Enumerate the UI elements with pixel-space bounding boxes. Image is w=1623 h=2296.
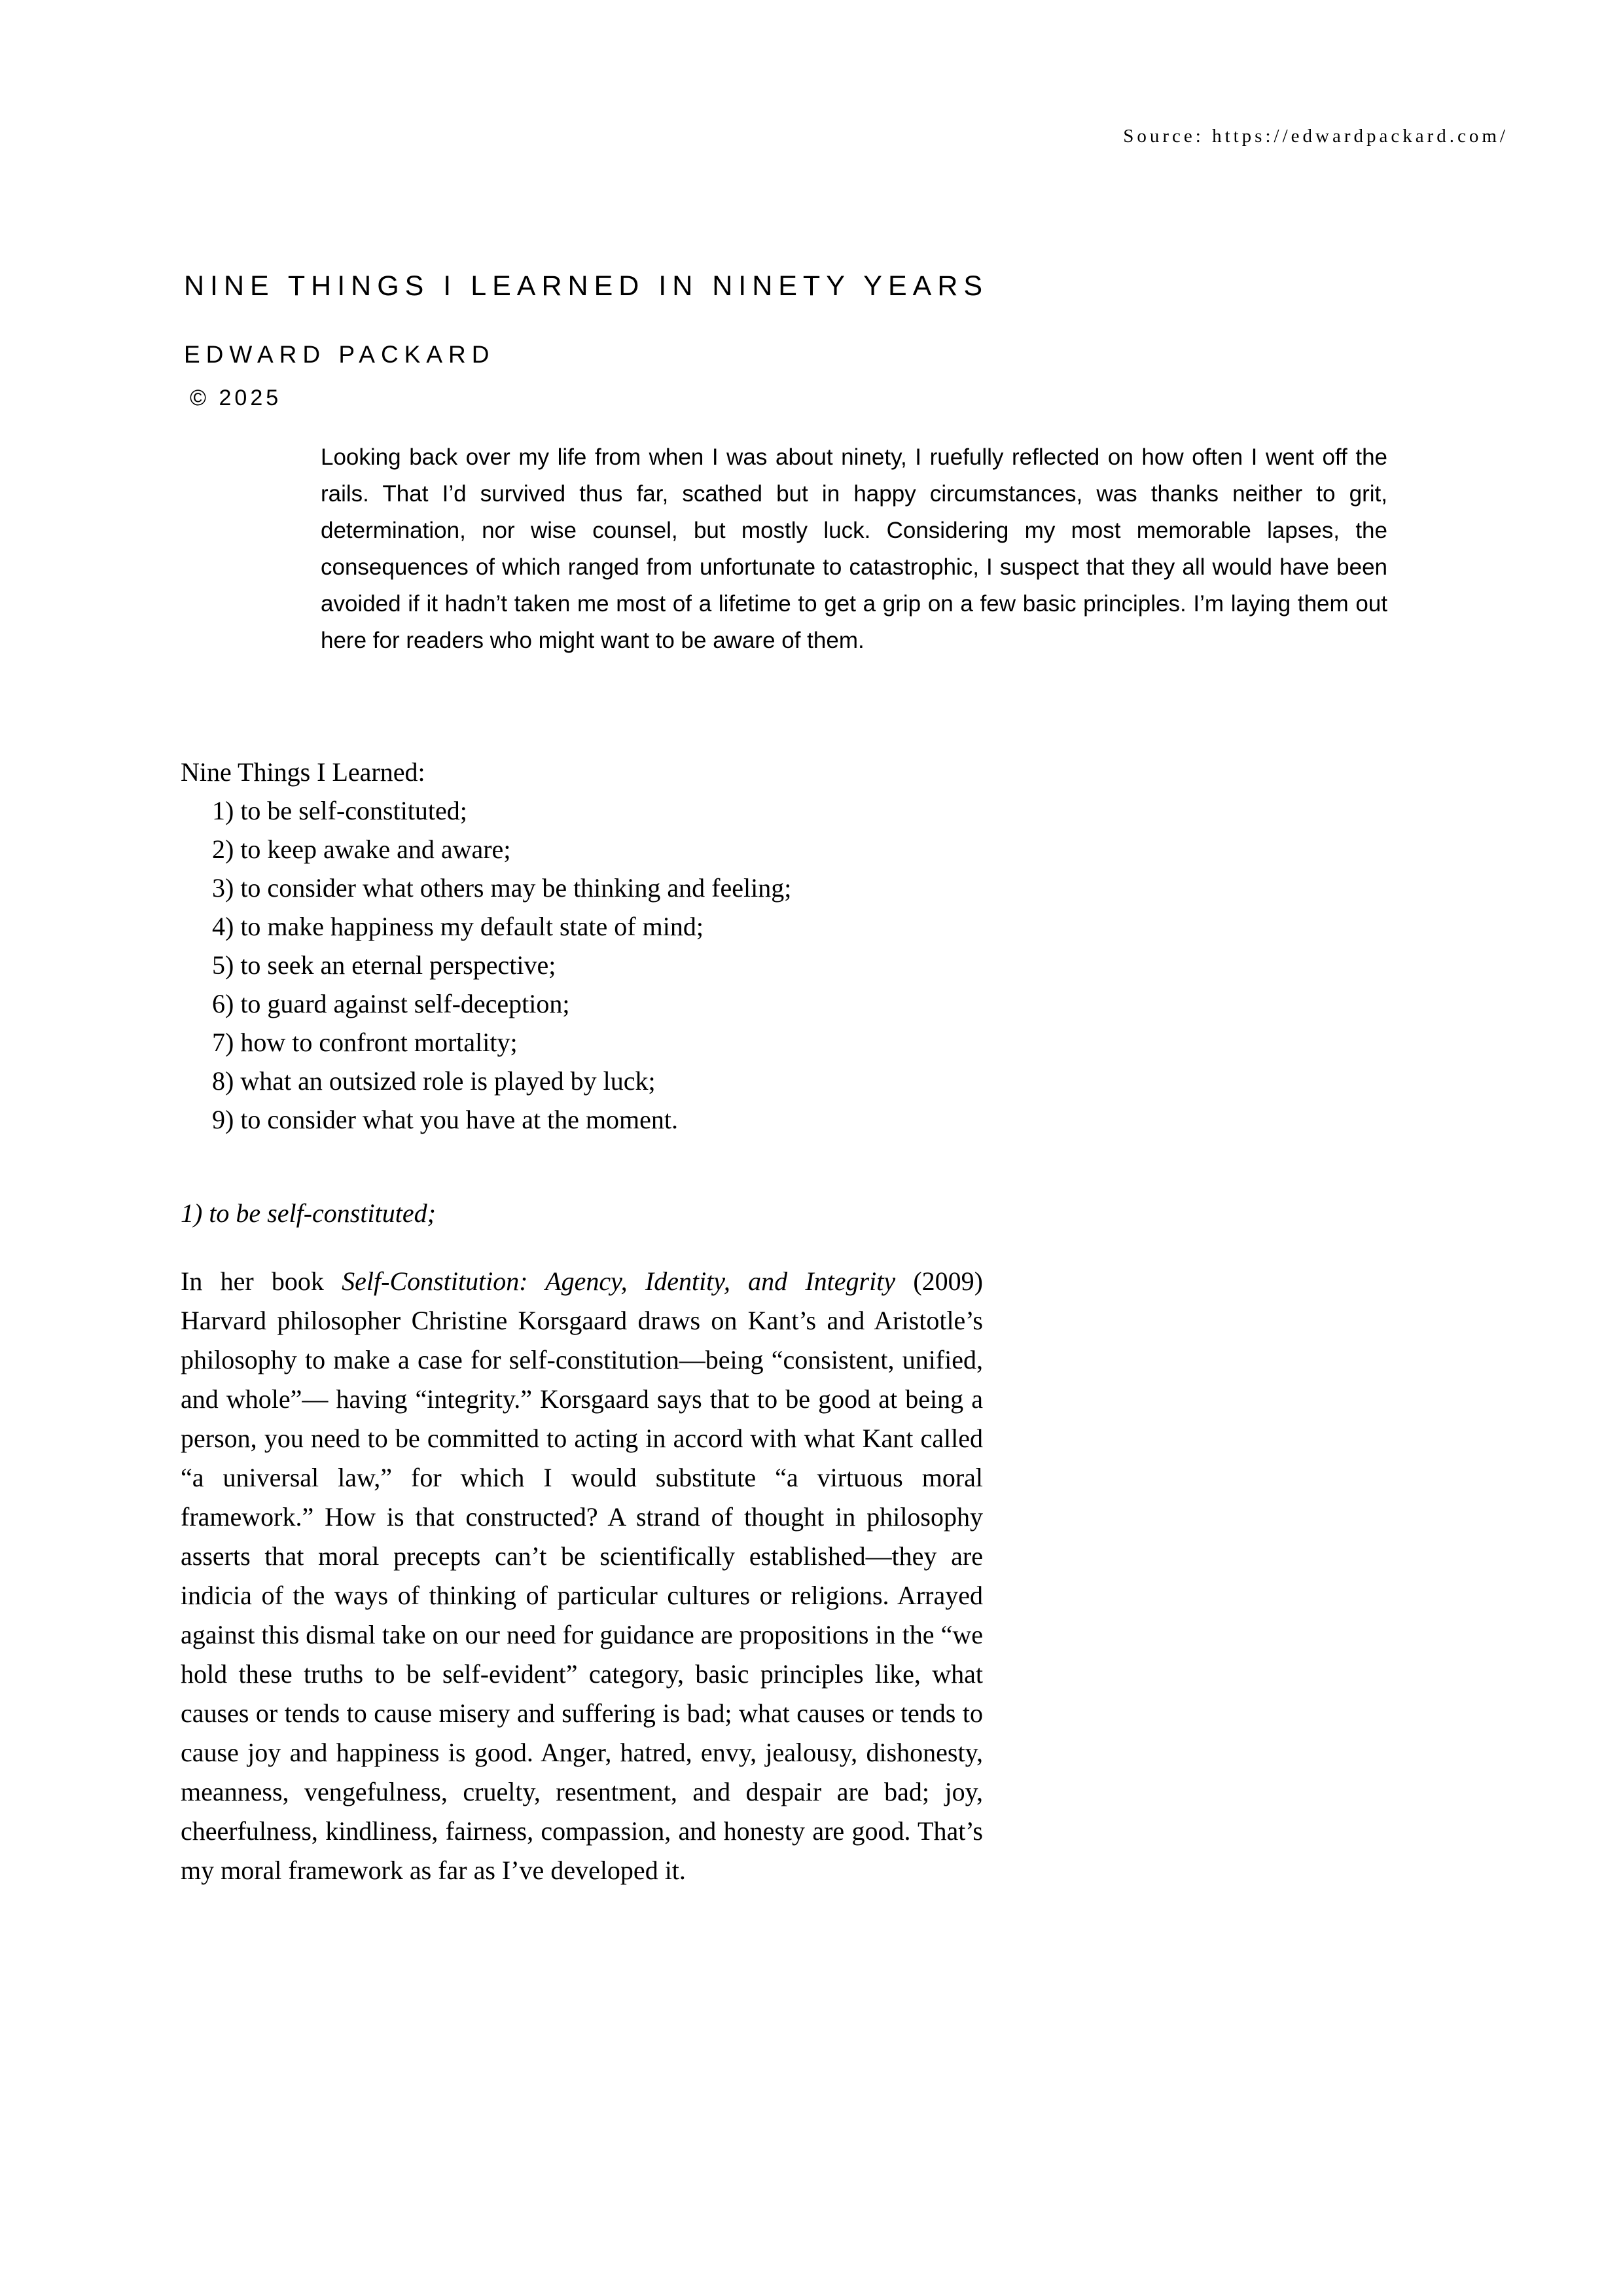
section-body-paragraph [181, 1262, 983, 1890]
list-item-1: 1) to be self-constituted; [212, 796, 467, 825]
list-item-8: 8) what an outsized role is played by luck; [212, 1066, 656, 1096]
list-item-7: 7) how to confront mortality; [212, 1028, 518, 1057]
section-heading: 1) to be self-constituted; [181, 1198, 436, 1228]
page-title: NINE THINGS I LEARNED IN NINETY YEARS [184, 270, 989, 302]
list-item-6: 6) to guard against self-deception; [212, 989, 570, 1018]
book-title: Self-Constitution: Agency, Identity, and Integrity [342, 1266, 896, 1296]
list-item-9: 9) to consider what you have at the moment. [212, 1105, 679, 1134]
author-name: EDWARD PACKARD [184, 341, 495, 368]
list-items [181, 791, 791, 1139]
list-item-4: 4) to make happiness my default state of mind; [212, 912, 704, 941]
list-item-3: 3) to consider what others may be thinking and feeling; [212, 873, 792, 903]
nine-things-list [181, 753, 791, 1139]
list-item-5: 5) to seek an eternal perspective; [212, 950, 556, 980]
list-heading: Nine Things I Learned: [181, 757, 425, 787]
body-text-rest: (2009) Harvard philosopher Christine Korsgaard draws on Kant’s and Aristotle’s philosophy to make a case for self-constitution—being “consistent, unified, and whole”— having “integrity.” Korsgaard says that to be good at being a person, you need to be committed to acting in accord with what Kant called “a universal law,” for which I would substitute “a virtuous moral framework.” How is that constructed? A strand of thought in philosophy asserts that moral precepts can’t be scientifically established—they are indicia of the ways of thinking of particular cultures or religions. Arrayed against this dismal take on our need for guidance are propositions in the “we hold these truths to be self-evident” category, basic principles like, what causes or tends to cause misery and suffering is bad; what causes or tends to cause joy and happiness is good. Anger, hatred, envy, jealousy, dishonesty, meanness, vengefulness, cruelty, resentment, and despair are bad; joy, cheerfulness, kindliness, fairness, compassion, and honesty are good. That’s my moral framework as far as I’ve developed it. [181, 1266, 983, 1885]
source-line: Source: https://edwardpackard.com/ [1123, 126, 1508, 147]
copyright-notice: © 2025 [190, 386, 282, 410]
body-text-lead: In her book [181, 1266, 342, 1296]
intro-paragraph: Looking back over my life from when I was about ninety, I ruefully reflected on how often I went off the rails. That I’d survived thus far, scathed but in happy circumstances, was thanks neither to grit, determination, nor wise counsel, but mostly luck. Considering my most memorable lapses, the consequences of which ranged from unfortunate to catastrophic, I suspect that they all would have been avoided if it hadn’t taken me most of a lifetime to get a grip on a few basic principles. I’m laying them out here for readers who might want to be aware of them. [321, 444, 1387, 653]
list-item-2: 2) to keep awake and aware; [212, 834, 511, 864]
